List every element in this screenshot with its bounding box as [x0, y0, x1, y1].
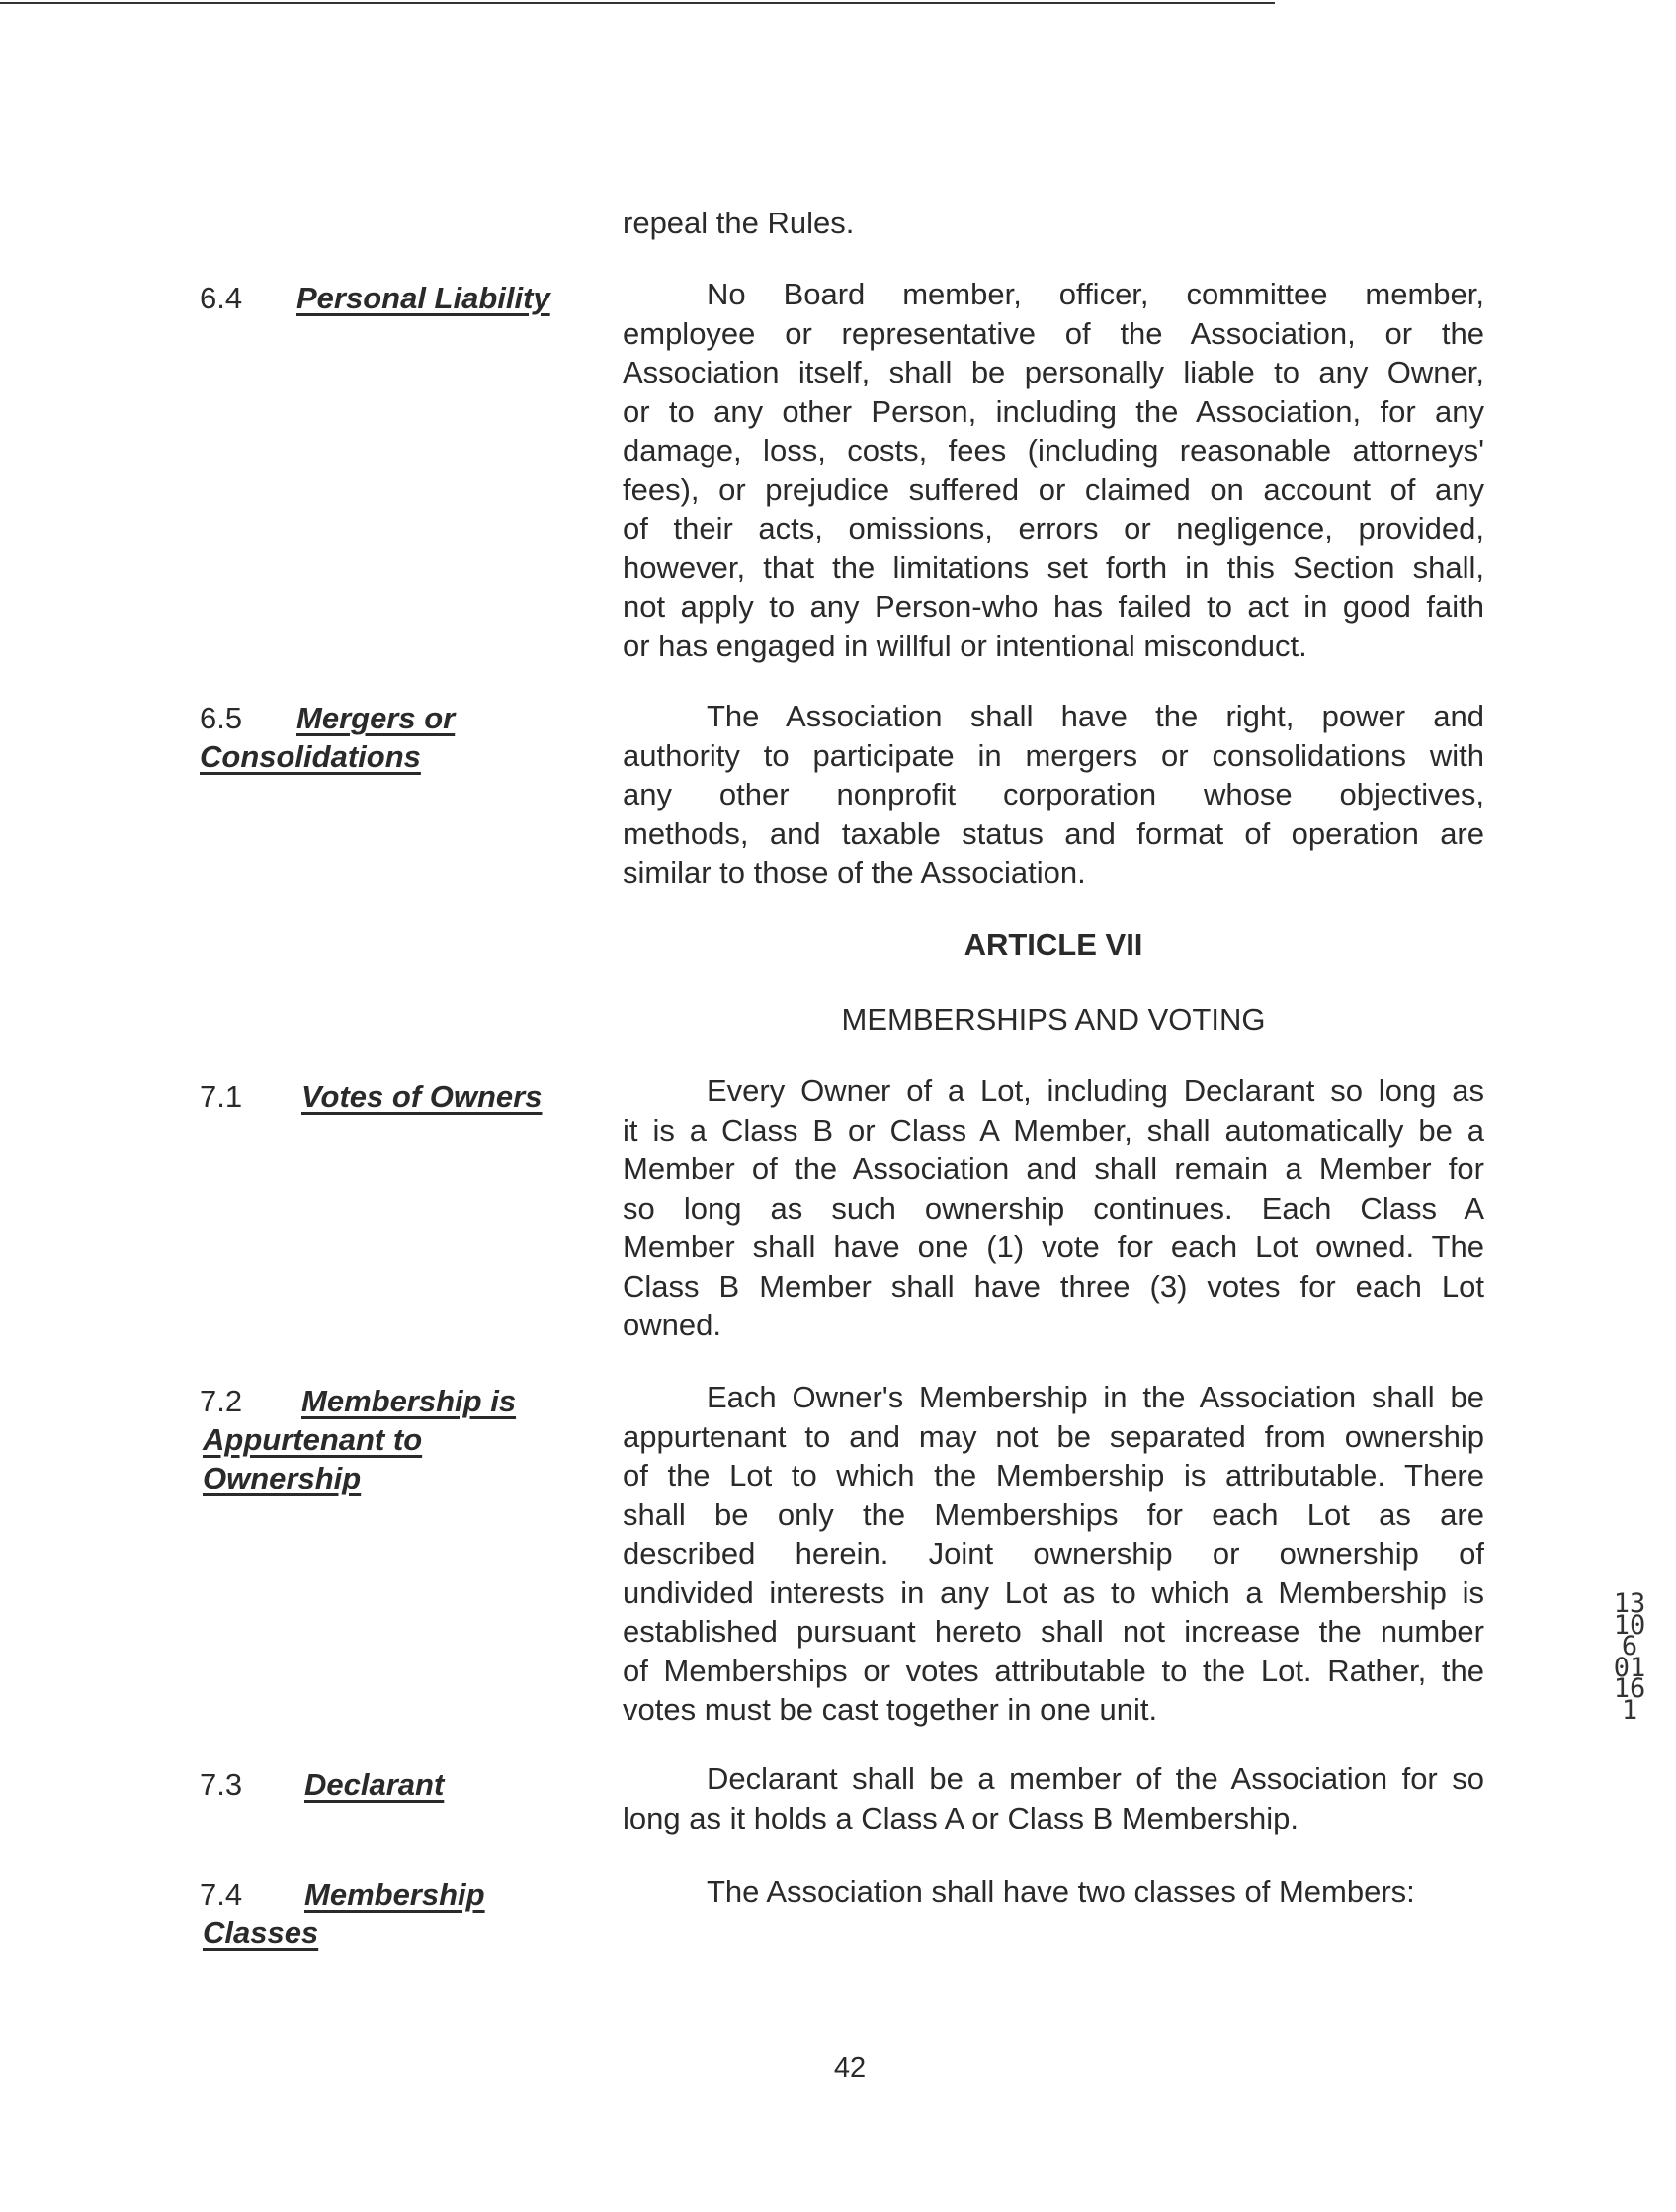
body-line: Association itself, shall be personally liable to any Owner, [623, 355, 1484, 389]
body-line: fees), or prejudice suffered or claimed on account of any [623, 471, 1484, 507]
section-heading: Membership is [301, 1384, 517, 1418]
section-number: 7.2 [200, 1384, 243, 1418]
body-line: methods, and taxable status and format of operation are [623, 815, 1484, 851]
section-heading: Appurtenant to [203, 1422, 423, 1457]
body-line: described herein. Joint ownership or ownership of [623, 1536, 1484, 1571]
body-line: shall be only the Memberships for each Lot as are [623, 1496, 1484, 1532]
body-line: authority to participate in mergers or consolidations with [623, 737, 1484, 773]
section-heading: Votes of Owners [301, 1079, 543, 1114]
body-line: or has engaged in willful or intentional misconduct. [623, 628, 1307, 663]
article-subtitle: MEMBERSHIPS AND VOTING [841, 1002, 1266, 1037]
body-line: of the Lot to which the Membership is attributable. There [623, 1458, 1484, 1492]
body-line: similar to those of the Association. [623, 855, 1086, 890]
body-line: Declarant shall be a member of the Association for so [707, 1761, 1484, 1796]
section-number: 7.4 [200, 1877, 243, 1912]
section-heading: Personal Liability [296, 281, 550, 315]
page-number: 42 [833, 2052, 867, 2084]
body-line: of their acts, omissions, errors or negligence, provided, [623, 511, 1484, 546]
body-line: Member of the Association and shall remain a Member for [623, 1151, 1484, 1186]
body-line: of Memberships or votes attributable to the Lot. Rather, the [623, 1653, 1484, 1688]
section-heading: Mergers or [296, 701, 456, 735]
section-number: 7.3 [200, 1767, 243, 1802]
recording-stamp: 13106 01161 [1613, 1588, 1646, 1726]
body-line: not apply to any Person-who has failed to act in good faith [623, 589, 1484, 624]
section-number: 6.4 [200, 281, 243, 315]
section-number: 6.5 [200, 701, 243, 735]
body-line: appurtenant to and may not be separated from ownership [623, 1418, 1484, 1454]
body-line: owned. [623, 1308, 721, 1342]
body-line: long as it holds a Class A or Class B Membership. [623, 1800, 1299, 1835]
continuation-text: repeal the Rules. [623, 206, 855, 240]
body-line: employee or representative of the Association, or the [623, 315, 1484, 351]
body-line: Class B Member shall have three (3) votes for each Lot [623, 1268, 1484, 1304]
body-line: any other nonprofit corporation whose objectives, [623, 777, 1484, 811]
body-line: Member shall have one (1) vote for each Lot owned. The [623, 1230, 1484, 1264]
section-heading: Consolidations [200, 739, 421, 774]
body-line: The Association shall have the right, power and [707, 699, 1484, 733]
body-line: Every Owner of a Lot, including Declarant so long as [707, 1073, 1484, 1108]
body-line: however, that the limitations set forth in this Section shall, [623, 550, 1484, 585]
body-line: or to any other Person, including the Association, for any [623, 393, 1484, 429]
body-line: votes must be cast together in one unit. [623, 1692, 1158, 1727]
section-heading: Membership [304, 1877, 485, 1912]
body-line: undivided interests in any Lot as to which a Membership is [623, 1574, 1484, 1610]
body-line: so long as such ownership continues. Each Class A [623, 1190, 1484, 1226]
article-title: ARTICLE VII [964, 927, 1143, 962]
section-heading: Classes [203, 1915, 319, 1950]
body-line: No Board member, officer, committee member, [707, 277, 1484, 311]
body-line: it is a Class B or Class A Member, shall automatically be a [623, 1112, 1484, 1148]
body-line: established pursuant hereto shall not increase the number [623, 1614, 1484, 1649]
section-heading: Declarant [304, 1767, 445, 1802]
top-rule [0, 2, 1275, 4]
section-number: 7.1 [200, 1079, 243, 1114]
body-line: The Association shall have two classes of Members: [707, 1874, 1415, 1909]
body-line: damage, loss, costs, fees (including reasonable attorneys' [623, 433, 1484, 468]
body-line: Each Owner's Membership in the Association shall be [707, 1380, 1484, 1414]
section-heading: Ownership [203, 1461, 362, 1495]
